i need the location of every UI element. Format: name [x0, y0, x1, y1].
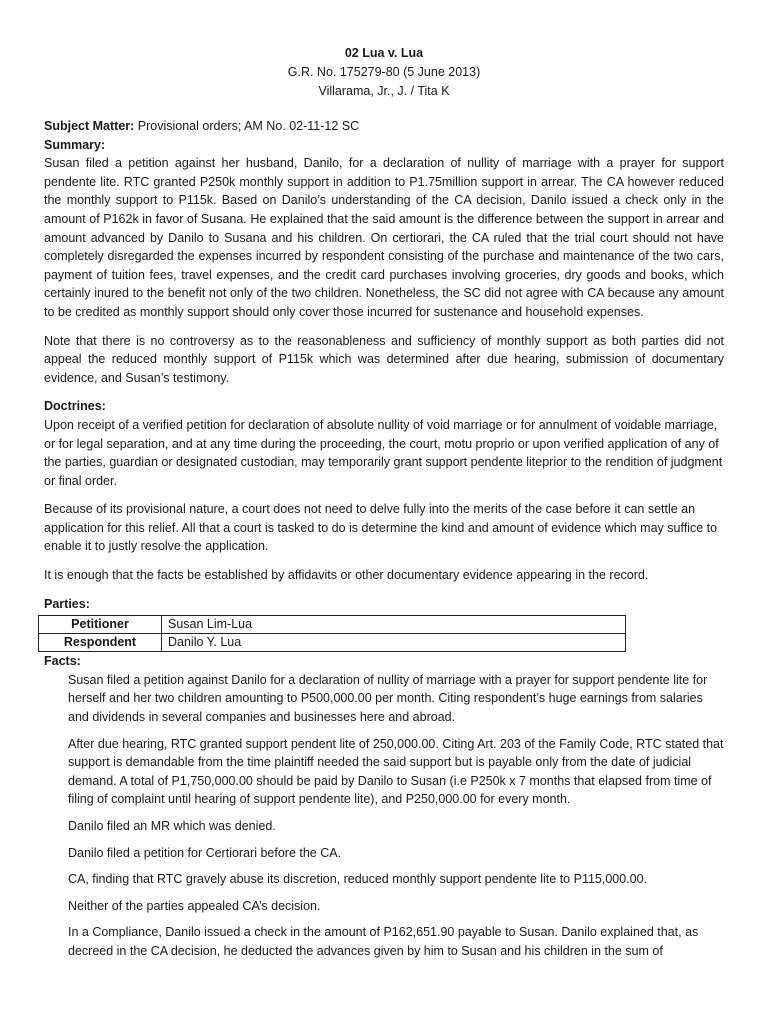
- parties-label: Parties:: [44, 596, 90, 611]
- party-name: Danilo Y. Lua: [162, 634, 626, 652]
- party-name: Susan Lim-Lua: [162, 616, 626, 634]
- fact-paragraph: After due hearing, RTC granted support pendent lite of 250,000.00. Citing Art. 203 of the Family Code, RTC stated that support is demandable from the time plaintiff needed the said support but is payable only from the date of judicial demand. A total of P1,750,000.00 should be paid by Danilo to Susan (i.e P250k x 7 months that elapsed from time of filing of complaint until hearing of support pendente lite), and P250,000.00 for every month.: [68, 736, 724, 807]
- case-header: [44, 44, 724, 101]
- table-row: [39, 634, 626, 652]
- subject-matter-value: Provisional orders; AM No. 02-11-12 SC: [134, 119, 360, 133]
- party-role: Respondent: [39, 634, 162, 652]
- parties-section: [44, 595, 724, 653]
- summary-section: [44, 136, 724, 388]
- ponente: Villarama, Jr., J. / Tita K: [318, 84, 450, 98]
- fact-paragraph: Neither of the parties appealed CA’s decision.: [68, 898, 321, 913]
- facts-list: [44, 671, 724, 961]
- parties-table: [38, 615, 626, 652]
- summary-paragraph: Susan filed a petition against her husband, Danilo, for a declaration of nullity of marriage with a prayer for support pendente lite. RTC granted P250k monthly support in addition to P1.75million support in arrear. The CA however reduced the monthly support to P115k. Based on Danilo’s understanding of the CA decision, Danilo issued a check only in the amount of P162k in favor of Susana. He explained that the said amount is the difference between the support in arrear and amount advanced by Danilo to Susana and his children. On certiorari, the CA ruled that the trial court should not have completely disregarded the expenses incurred by respondent consisting of the purchase and maintenance of the two cars, payment of tuition fees, travel expenses, and the credit card purchases involving groceries, dry goods and books, which certainly inured to the benefit not only of the two children. Nonetheless, the SC did not agree with CA because any amount to be credited as monthly support should only cover those incurred for sustenance and household expenses.: [44, 156, 724, 319]
- facts-section: [44, 652, 724, 960]
- case-title: 02 Lua v. Lua: [344, 46, 424, 60]
- fact-paragraph: Susan filed a petition against Danilo for a declaration of nullity of marriage with a prayer for support pendente lite for herself and her two children amounting to P500,000.00 per month. Citing respondent’s huge earnings from salaries and dividends in several companies and businesses here and abroad.: [68, 672, 708, 725]
- doctrines-label: Doctrines:: [44, 399, 106, 414]
- subject-matter: [44, 117, 724, 136]
- gr-number: G.R. No. 175279-80 (5 June 2013): [287, 65, 481, 79]
- facts-label: Facts:: [44, 654, 81, 669]
- party-role: Petitioner: [39, 616, 162, 634]
- doctrine-paragraph: Upon receipt of a verified petition for declaration of absolute nullity of void marriage or for annulment of voidable marriage, or for legal separation, and at any time during the proceeding, the court, motu proprio or upon verified application of any of the parties, guardian or designated custodian, may temporarily grant support pendente liteprior to the rendition of judgment or final order.: [44, 417, 723, 488]
- summary-label: Summary:: [44, 137, 106, 152]
- doctrines-section: [44, 397, 724, 584]
- fact-paragraph: Danilo filed an MR which was denied.: [68, 819, 276, 833]
- doctrine-paragraph: Because of its provisional nature, a court does not need to delve fully into the merits of the case before it can settle an application for this relief. All that a court is tasked to do is determine the kind and amount of evidence which may suffice to enable it to justly resolve the application.: [44, 502, 718, 554]
- fact-paragraph: Danilo filed a petition for Certiorari before the CA.: [68, 845, 342, 860]
- doctrine-paragraph: It is enough that the facts be established by affidavits or other documentary evidence appearing in the record.: [44, 568, 649, 583]
- summary-paragraph: Note that there is no controversy as to the reasonableness and sufficiency of monthly support as both parties did not appeal the reduced monthly support of P115k which was determined after due hearing, submission of documentary evidence, and Susan’s testimony.: [44, 333, 724, 385]
- fact-paragraph: In a Compliance, Danilo issued a check in the amount of P162,651.90 payable to Susan. Danilo explained that, as decreed in the CA decision, he deducted the advances given by him to Susan and his children in the sum of: [68, 925, 699, 958]
- fact-paragraph: CA, finding that RTC gravely abuse its discretion, reduced monthly support pendente lite to P115,000.00.: [68, 872, 648, 887]
- table-row: [39, 616, 626, 634]
- subject-matter-label: Subject Matter:: [44, 119, 135, 133]
